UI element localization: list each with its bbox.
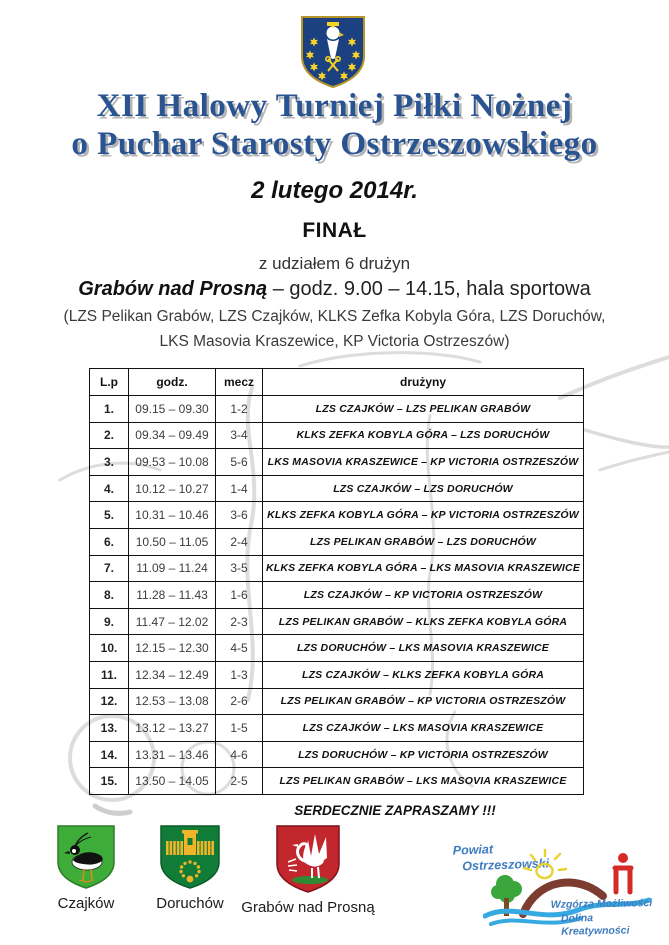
cell-teams: LKS MASOVIA KRASZEWICE – KP VICTORIA OSTRZESZÓW bbox=[263, 449, 584, 476]
cell-mecz: 2-3 bbox=[216, 608, 263, 635]
crest-label-grabow: Grabów nad Prosną bbox=[241, 899, 375, 916]
cell-godz: 09.34 – 09.49 bbox=[129, 422, 216, 449]
table-row bbox=[90, 449, 584, 476]
cell-teams: KLKS ZEFKA KOBYLA GÓRA – LZS DORUCHÓW bbox=[263, 422, 584, 449]
powiat-coat-of-arms-icon bbox=[298, 14, 368, 90]
cell-mecz: 1-3 bbox=[216, 661, 263, 688]
cell-godz: 10.31 – 10.46 bbox=[129, 502, 216, 529]
table-row bbox=[90, 715, 584, 742]
cell-mecz: 2-6 bbox=[216, 688, 263, 715]
venue-details: – godz. 9.00 – 14.15, hala sportowa bbox=[267, 278, 591, 300]
cell-teams: LZS CZAJKÓW – LZS DORUCHÓW bbox=[263, 475, 584, 502]
cell-mecz: 3-5 bbox=[216, 555, 263, 582]
table-row bbox=[90, 555, 584, 582]
powiat-promo-logo bbox=[443, 836, 653, 938]
crest-grabow bbox=[238, 824, 378, 916]
cell-mecz: 1-2 bbox=[216, 396, 263, 423]
cell-godz: 09.53 – 10.08 bbox=[129, 449, 216, 476]
cell-godz: 11.47 – 12.02 bbox=[129, 608, 216, 635]
cell-mecz: 5-6 bbox=[216, 449, 263, 476]
powiat-slogan-line1: Wzgórza Możliwości bbox=[550, 897, 653, 911]
table-row bbox=[90, 396, 584, 423]
table-row bbox=[90, 688, 584, 715]
powiat-logo-slogan bbox=[551, 897, 654, 940]
table-header-row bbox=[90, 369, 584, 396]
crest-label-czajkow: Czajków bbox=[57, 895, 115, 912]
cell-lp: 5. bbox=[90, 502, 129, 529]
cell-teams: LZS CZAJKÓW – KLKS ZEFKA KOBYLA GÓRA bbox=[263, 661, 584, 688]
cell-teams: KLKS ZEFKA KOBYLA GÓRA – LKS MASOVIA KRASZEWICE bbox=[263, 555, 584, 582]
cell-teams: LZS DORUCHÓW – KP VICTORIA OSTRZESZÓW bbox=[263, 741, 584, 768]
teams-list-line1: (LZS Pelikan Grabów, LZS Czajków, KLKS Zefka Kobyla Góra, LZS Doruchów, bbox=[63, 308, 606, 325]
doruchow-crest-icon bbox=[158, 824, 222, 890]
cell-mecz: 2-5 bbox=[216, 768, 263, 795]
cell-lp: 8. bbox=[90, 582, 129, 609]
cell-teams: LZS PELIKAN GRABÓW – KLKS ZEFKA KOBYLA GÓRA bbox=[263, 608, 584, 635]
header-druzyny: drużyny bbox=[263, 369, 584, 396]
powiat-name-line1: Powiat bbox=[452, 842, 494, 858]
cell-teams: LZS CZAJKÓW – LZS PELIKAN GRABÓW bbox=[263, 396, 584, 423]
header-mecz: mecz bbox=[216, 369, 263, 396]
cell-godz: 11.28 – 11.43 bbox=[129, 582, 216, 609]
participants-count: z udziałem 6 drużyn bbox=[258, 254, 411, 273]
schedule-body bbox=[90, 396, 584, 795]
venue-place: Grabów nad Prosną bbox=[78, 278, 268, 300]
cell-godz: 13.31 – 13.46 bbox=[129, 741, 216, 768]
cell-mecz: 1-4 bbox=[216, 475, 263, 502]
cell-lp: 15. bbox=[90, 768, 129, 795]
crest-label-doruchow: Doruchów bbox=[156, 895, 224, 912]
cell-teams: LZS DORUCHÓW – LKS MASOVIA KRASZEWICE bbox=[263, 635, 584, 662]
cell-lp: 13. bbox=[90, 715, 129, 742]
crest-czajkow bbox=[40, 824, 132, 912]
cell-lp: 11. bbox=[90, 661, 129, 688]
crest-doruchow bbox=[144, 824, 236, 912]
match-schedule bbox=[89, 368, 583, 795]
cell-godz: 12.34 – 12.49 bbox=[129, 661, 216, 688]
cell-godz: 11.09 – 11.24 bbox=[129, 555, 216, 582]
table-row bbox=[90, 528, 584, 555]
cell-mecz: 4-6 bbox=[216, 741, 263, 768]
table-row bbox=[90, 741, 584, 768]
table-row bbox=[90, 502, 584, 529]
header-lp: L.p bbox=[90, 369, 129, 396]
table-row bbox=[90, 475, 584, 502]
cell-mecz: 1-5 bbox=[216, 715, 263, 742]
table-row bbox=[90, 661, 584, 688]
cell-mecz: 4-5 bbox=[216, 635, 263, 662]
czajkow-crest-icon bbox=[55, 824, 117, 890]
cell-lp: 3. bbox=[90, 449, 129, 476]
cell-godz: 10.50 – 11.05 bbox=[129, 528, 216, 555]
cell-godz: 12.15 – 12.30 bbox=[129, 635, 216, 662]
cell-lp: 4. bbox=[90, 475, 129, 502]
cell-mecz: 1-6 bbox=[216, 582, 263, 609]
cell-godz: 13.12 – 13.27 bbox=[129, 715, 216, 742]
cell-lp: 2. bbox=[90, 422, 129, 449]
table-row bbox=[90, 608, 584, 635]
cell-lp: 7. bbox=[90, 555, 129, 582]
cell-teams: KLKS ZEFKA KOBYLA GÓRA – KP VICTORIA OSTRZESZÓW bbox=[263, 502, 584, 529]
teams-list-line2: LKS Masovia Kraszewice, KP Victoria Ostrzeszów) bbox=[159, 333, 510, 350]
table-row bbox=[90, 635, 584, 662]
cell-teams: LZS PELIKAN GRABÓW – LZS DORUCHÓW bbox=[263, 528, 584, 555]
cell-teams: LZS CZAJKÓW – LKS MASOVIA KRASZEWICE bbox=[263, 715, 584, 742]
venue-line bbox=[0, 278, 669, 301]
event-date: 2 lutego 2014r. bbox=[251, 177, 418, 204]
cell-teams: LZS PELIKAN GRABÓW – LKS MASOVIA KRASZEWICE bbox=[263, 768, 584, 795]
header-godz: godz. bbox=[129, 369, 216, 396]
powiat-slogan-line2: Dolina Kreatywności bbox=[560, 911, 630, 938]
cell-lp: 6. bbox=[90, 528, 129, 555]
cell-godz: 10.12 – 10.27 bbox=[129, 475, 216, 502]
cell-lp: 10. bbox=[90, 635, 129, 662]
cell-godz: 09.15 – 09.30 bbox=[129, 396, 216, 423]
cell-mecz: 2-4 bbox=[216, 528, 263, 555]
closing-invitation: SERDECZNIE ZAPRASZAMY !!! bbox=[294, 803, 496, 818]
cell-lp: 9. bbox=[90, 608, 129, 635]
cell-mecz: 3-4 bbox=[216, 422, 263, 449]
cell-mecz: 3-6 bbox=[216, 502, 263, 529]
cell-teams: LZS CZAJKÓW – KP VICTORIA OSTRZESZÓW bbox=[263, 582, 584, 609]
cell-lp: 14. bbox=[90, 741, 129, 768]
poster-title-line1: XII Halowy Turniej Piłki Nożnej bbox=[96, 88, 573, 124]
table-row bbox=[90, 422, 584, 449]
cell-lp: 1. bbox=[90, 396, 129, 423]
table-row bbox=[90, 582, 584, 609]
stage-heading: FINAŁ bbox=[302, 219, 367, 242]
table-row bbox=[90, 768, 584, 795]
cell-lp: 12. bbox=[90, 688, 129, 715]
grabow-crest-icon bbox=[274, 824, 342, 894]
poster-title-line2: o Puchar Starosty Ostrzeszowskiego bbox=[71, 126, 598, 162]
schedule-table bbox=[89, 368, 584, 795]
cell-godz: 12.53 – 13.08 bbox=[129, 688, 216, 715]
cell-teams: LZS PELIKAN GRABÓW – KP VICTORIA OSTRZESZÓW bbox=[263, 688, 584, 715]
powiat-name-line2: Ostrzeszowski bbox=[462, 855, 550, 873]
cell-godz: 13.50 – 14.05 bbox=[129, 768, 216, 795]
